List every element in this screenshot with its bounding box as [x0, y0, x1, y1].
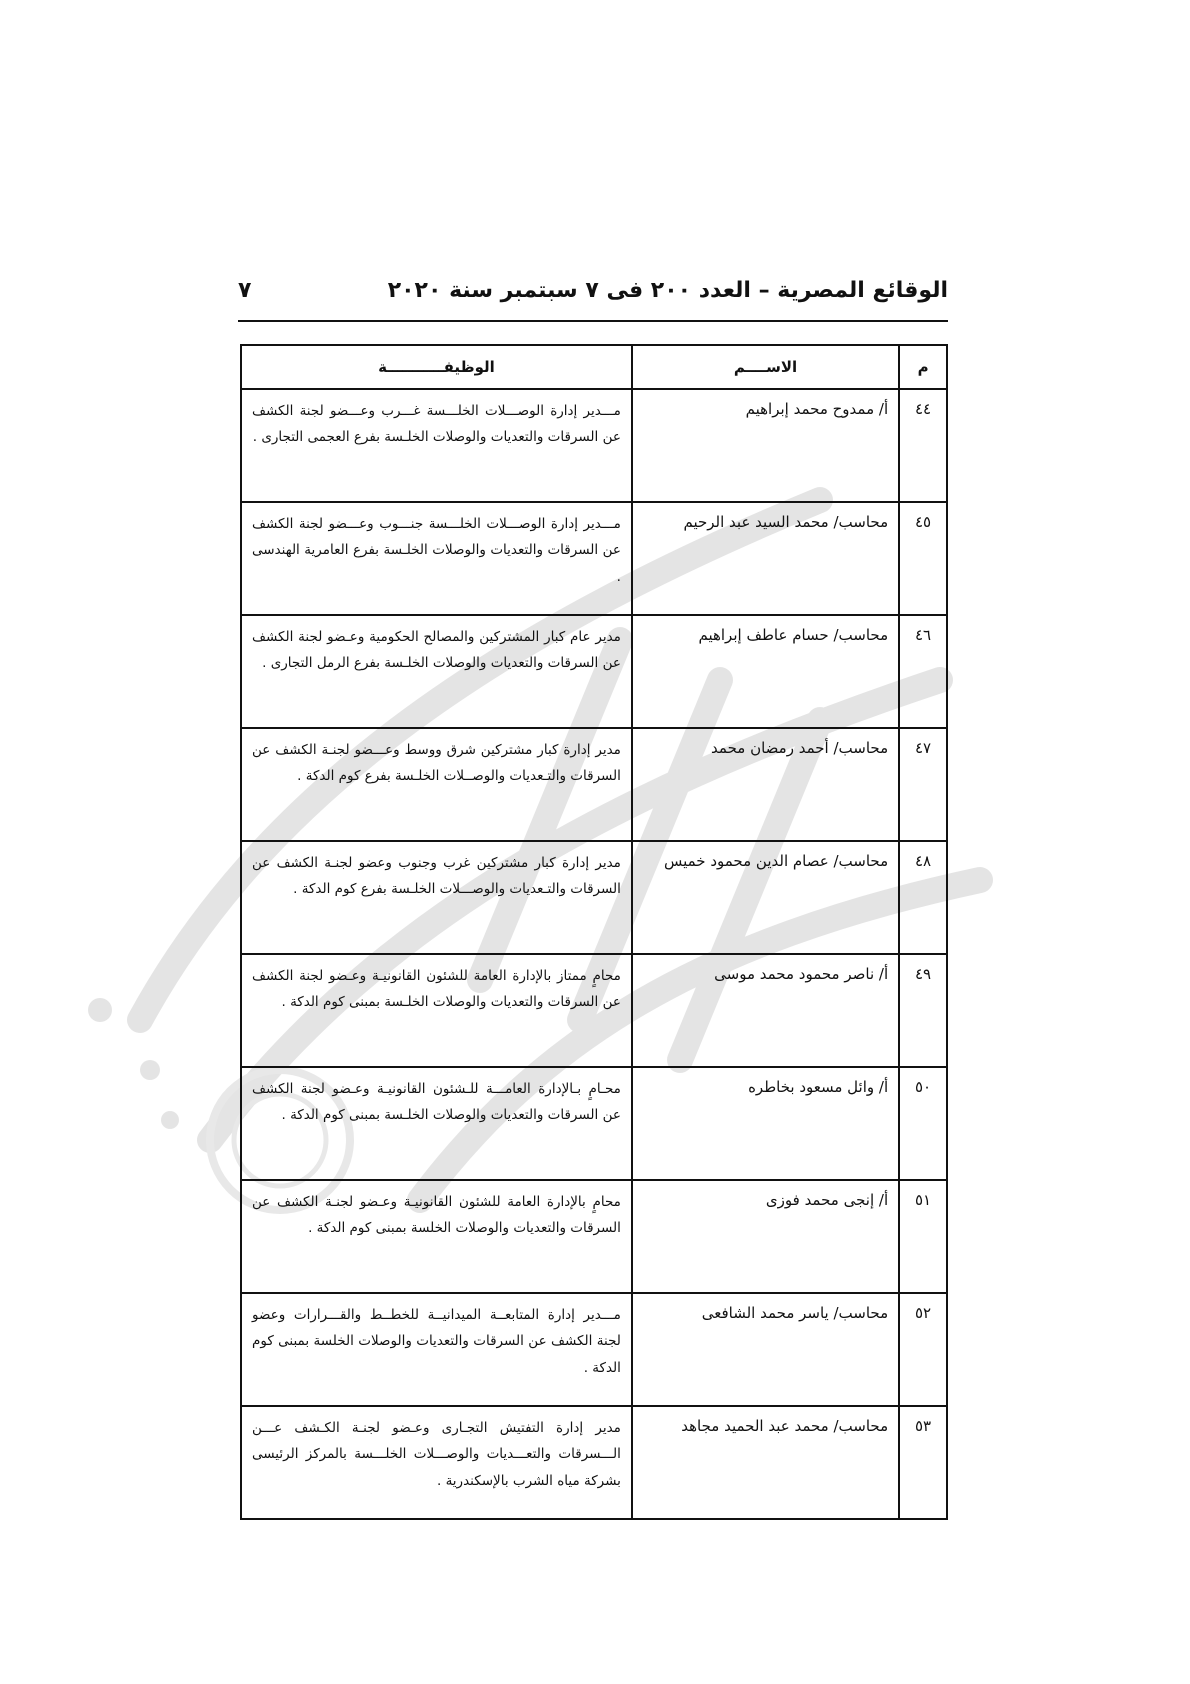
row-number: ٤٨	[899, 841, 947, 954]
row-number: ٤٥	[899, 502, 947, 615]
row-job: مدير عام كبار المشتركين والمصالح الحكومية وعـضو لجنة الكشف عن السرقات والتعديات والوصلات الخلـسة بفرع الرمل التجارى .	[241, 615, 632, 728]
row-number: ٥٣	[899, 1406, 947, 1519]
row-job: مدير إدارة التفتيش التجـارى وعـضو لجنـة الكـشف عـــن الـــسرقات والتعـــديات والوصـــلات الخلـــسة بالمركز الرئيسى بشركة مياه الشرب بالإسكندرية .	[241, 1406, 632, 1519]
row-name: أ/ وائل مسعود بخاطره	[632, 1067, 899, 1180]
row-job: مدير إدارة كبار مشتركين شرق ووسط وعـــضو لجنـة الكشف عن السرقات والتـعديات والوصــلات الخلـسة بفرع كوم الدكة .	[241, 728, 632, 841]
table-row	[241, 841, 947, 954]
row-job: مدير إدارة كبار مشتركين غرب وجنوب وعضو لجنـة الكشف عن السرقات والتـعديات والوصـــلات الخلـسة بفرع كوم الدكة .	[241, 841, 632, 954]
row-name: أ/ ممدوح محمد إبراهيم	[632, 389, 899, 502]
row-name: محاسب/ محمد عبد الحميد مجاهد	[632, 1406, 899, 1519]
row-name: محاسب/ محمد السيد عبد الرحيم	[632, 502, 899, 615]
row-number: ٤٧	[899, 728, 947, 841]
table-row	[241, 615, 947, 728]
col-header-name: الاســــم	[632, 345, 899, 389]
row-name: أ/ إنجى محمد فوزى	[632, 1180, 899, 1293]
row-name: محاسب/ ياسر محمد الشافعى	[632, 1293, 899, 1406]
row-job: محـامٍ بـالإدارة العامـــة للـشئون القانونيـة وعـضو لجنة الكشف عن السرقات والتعديات والوصلات الخلـسة بمبنى كوم الدكة .	[241, 1067, 632, 1180]
row-number: ٥١	[899, 1180, 947, 1293]
row-name: محاسب/ أحمد رمضان محمد	[632, 728, 899, 841]
table-row	[241, 389, 947, 502]
table-row	[241, 1293, 947, 1406]
table-header-row	[241, 345, 947, 389]
gazette-title: الوقائع المصرية – العدد ٢٠٠ فى ٧ سبتمبر سنة ٢٠٢٠	[387, 277, 948, 303]
row-name: محاسب/ حسام عاطف إبراهيم	[632, 615, 899, 728]
row-job: مـــدير إدارة الوصـــلات الخلـــسة غـــرب وعـــضو لجنة الكشف عن السرقات والتعديات والوصلات الخلـسة بفرع العجمى التجارى .	[241, 389, 632, 502]
table-row	[241, 1180, 947, 1293]
page-number: ٧	[238, 277, 252, 303]
row-number: ٤٤	[899, 389, 947, 502]
row-number: ٥٢	[899, 1293, 947, 1406]
col-header-job: الوظيفـــــــــــة	[241, 345, 632, 389]
col-header-num: م	[899, 345, 947, 389]
row-name: أ/ ناصر محمود محمد موسى	[632, 954, 899, 1067]
row-number: ٤٩	[899, 954, 947, 1067]
table-row	[241, 954, 947, 1067]
row-job: محامٍ ممتاز بالإدارة العامة للشئون القانونيـة وعـضو لجنة الكشف عن السرقات والتعديات والوصلات الخلـسة بمبنى كوم الدكة .	[241, 954, 632, 1067]
appointments-table	[240, 344, 948, 1520]
table-row	[241, 1406, 947, 1519]
row-job: مـــدير إدارة المتابعــة الميدانيــة للخطــط والقـــرارات وعضو لجنة الكشف عن السرقات والتعديات والوصلات الخلسة بمبنى كوم الدكة .	[241, 1293, 632, 1406]
table-row	[241, 1067, 947, 1180]
row-number: ٥٠	[899, 1067, 947, 1180]
table-row	[241, 502, 947, 615]
header-rule	[238, 320, 948, 322]
row-job: مـــدير إدارة الوصـــلات الخلـــسة جنـــوب وعـــضو لجنة الكشف عن السرقات والتعديات والوصلات الخلـسة بفرع العامرية الهندسى .	[241, 502, 632, 615]
row-job: محامٍ بالإدارة العامة للشئون القانونيـة وعـضو لجنـة الكشف عن السرقات والتعديات والوصلات الخلسة بمبنى كوم الدكة .	[241, 1180, 632, 1293]
page-header	[238, 270, 948, 310]
row-name: محاسب/ عصام الدين محمود خميس	[632, 841, 899, 954]
row-number: ٤٦	[899, 615, 947, 728]
table-row	[241, 728, 947, 841]
